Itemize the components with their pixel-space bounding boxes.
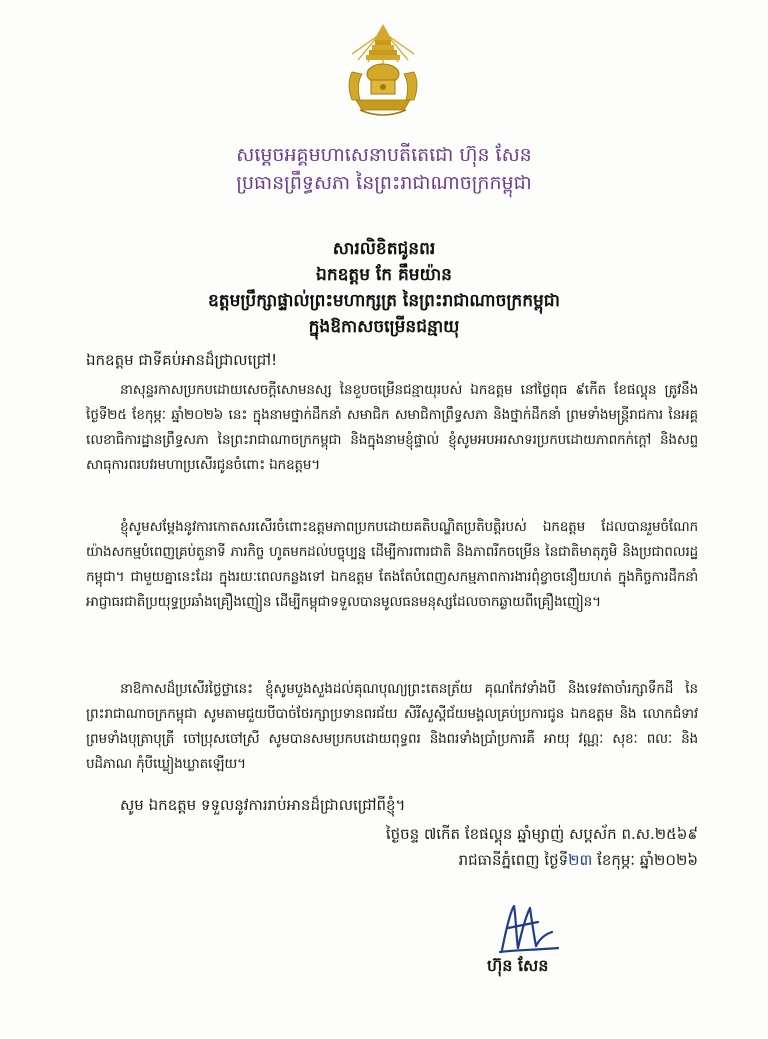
recipient-name: ឯកឧត្តម កែ គឹមយ៉ាន: [316, 265, 452, 285]
body-paragraph-1: នាសុន្ទរកាសប្រកបដោយសេចក្ដីសោមនស្ស នៃខួបចម្រើនជន្មាយុរបស់ ឯកឧត្តម នៅថ្ងៃពុធ ៩កើត ខែផល្គុន ត្រូវនឹងថ្ងៃទី២៥ ខែកុម្ភៈ ឆ្នាំ២០២៦ នេះ ក្នុងនាមថ្នាក់ដឹកនាំ សមាជិក សមាជិកាព្រឹទ្ធសភា និងថ្នាក់ដឹកនាំ ព្រមទាំងមន្ត្រីរាជការ នៃអគ្គលេខាធិការដ្ឋានព្រឹទ្ធសភា នៃព្រះរាជាណាចក្រកម្ពុជា និងក្នុងនាមខ្ញុំផ្ទាល់ ខ្ញុំសូមអបអរសាទរប្រកបដោយភាពកក់ក្ដៅ និងសព្ទសាធុការពរបវរមហាប្រសើរជូនចំពោះ ឯកឧត្តម។: [86, 382, 698, 473]
closing-line: សូម ឯកឧត្តម ទទួលនូវការរាប់អានដ៏ជ្រាលជ្រៅពីខ្ញុំ។: [120, 796, 406, 814]
lunar-date: ថ្ងៃចន្ទ ៧កើត ខែផល្គុន ឆ្នាំម្សាញ់ សប្តស័ក ព.ស.២៥៦៩: [385, 825, 698, 843]
sender-name: សម្ដេចអគ្គមហាសេនាបតីតេជោ ហ៊ុន សែន: [236, 144, 532, 166]
signer-name: ហ៊ុន សែន: [487, 956, 549, 975]
date-prefix: រាជធានីភ្នំពេញ ថ្ងៃទី: [458, 851, 569, 869]
royal-crest-icon: [338, 22, 428, 122]
handwritten-signature-icon: [494, 900, 566, 956]
letter-title: សារលិខិតជូនពរ: [332, 239, 436, 259]
body-paragraph-2: ខ្ញុំសូមសម្ដែងនូវការកោតសរសើរចំពោះឧត្តមភាពប្រកបដោយគតិបណ្ឌិតប្រតិបត្តិរបស់ ឯកឧត្តម ដែលបានរួមចំណែកយ៉ាងសកម្មបំពេញគ្រប់តួនាទី ភារកិច្ច ហូតមកដល់បច្ចុប្បន្ន ដើម្បីការពារជាតិ និងភាពរីកចម្រើន នៃជាតិមាតុភូមិ និងប្រជាពលរដ្ឋកម្ពុជា។ ជាមួយគ្នានេះដែរ ក្នុងរយៈពេលកន្លងទៅ ឯកឧត្តម តែងតែបំពេញសកម្មភាពការងារពុំខ្វាចនឿយហត់ ក្នុងកិច្ចការដឹកនាំអាជ្ញាធរជាតិប្រយុទ្ធប្រឆាំងគ្រឿងញៀន ដើម្បីកម្ពុជាទទួលបានមូលធនមនុស្សដែលចាកឆ្ងាយពីគ្រឿងញៀន។: [86, 519, 698, 610]
occasion: ក្នុងឱកាសចម្រើនជន្មាយុ: [308, 317, 460, 337]
date-suffix: ខែកុម្ភៈ ឆ្នាំ២០២៦: [592, 851, 698, 869]
date-day: ២៣: [568, 851, 593, 869]
recipient-position: ឧត្តមប្រឹក្សាផ្ទាល់ព្រះមហាក្សត្រ នៃព្រះរាជាណាចក្រកម្ពុជា: [208, 291, 560, 311]
solar-date: [459, 848, 698, 872]
sender-position: ប្រធានព្រឹទ្ធសភា នៃព្រះរាជាណាចក្រកម្ពុជា: [236, 172, 532, 194]
salutation: ឯកឧត្តម ជាទីគប់អានដ៏ជ្រាលជ្រៅ!: [86, 351, 278, 369]
body-paragraph-3: នាឱកាសដ៏ប្រសើរថ្លៃថ្លានេះ ខ្ញុំសូមបួងសួងដល់គុណបុណ្យព្រះតេនត្រ័យ គុណកែវទាំងបី និងទេវតាចាំរក្សាទឹកដី នៃព្រះរាជាណាចក្រកម្ពុជា សូមតាមជួយបីបាច់ថែរក្សាប្រទានពរជ័យ សិរីសួស្ដីជ័យមង្គលគ្រប់ប្រការជូន ឯកឧត្តម និង លោកជំទាវ ព្រមទាំងបុត្រាបុត្រី ចៅប្រុសចៅស្រី សូមបានសមប្រកបដោយពុទ្ធពរ និងពរទាំងប្រាំប្រការគឺ អាយុ វណ្ណៈ សុខៈ ពលៈ និងបដិភាណ កុំបីឃ្លៀងឃ្លាតឡើយ។: [86, 681, 698, 772]
